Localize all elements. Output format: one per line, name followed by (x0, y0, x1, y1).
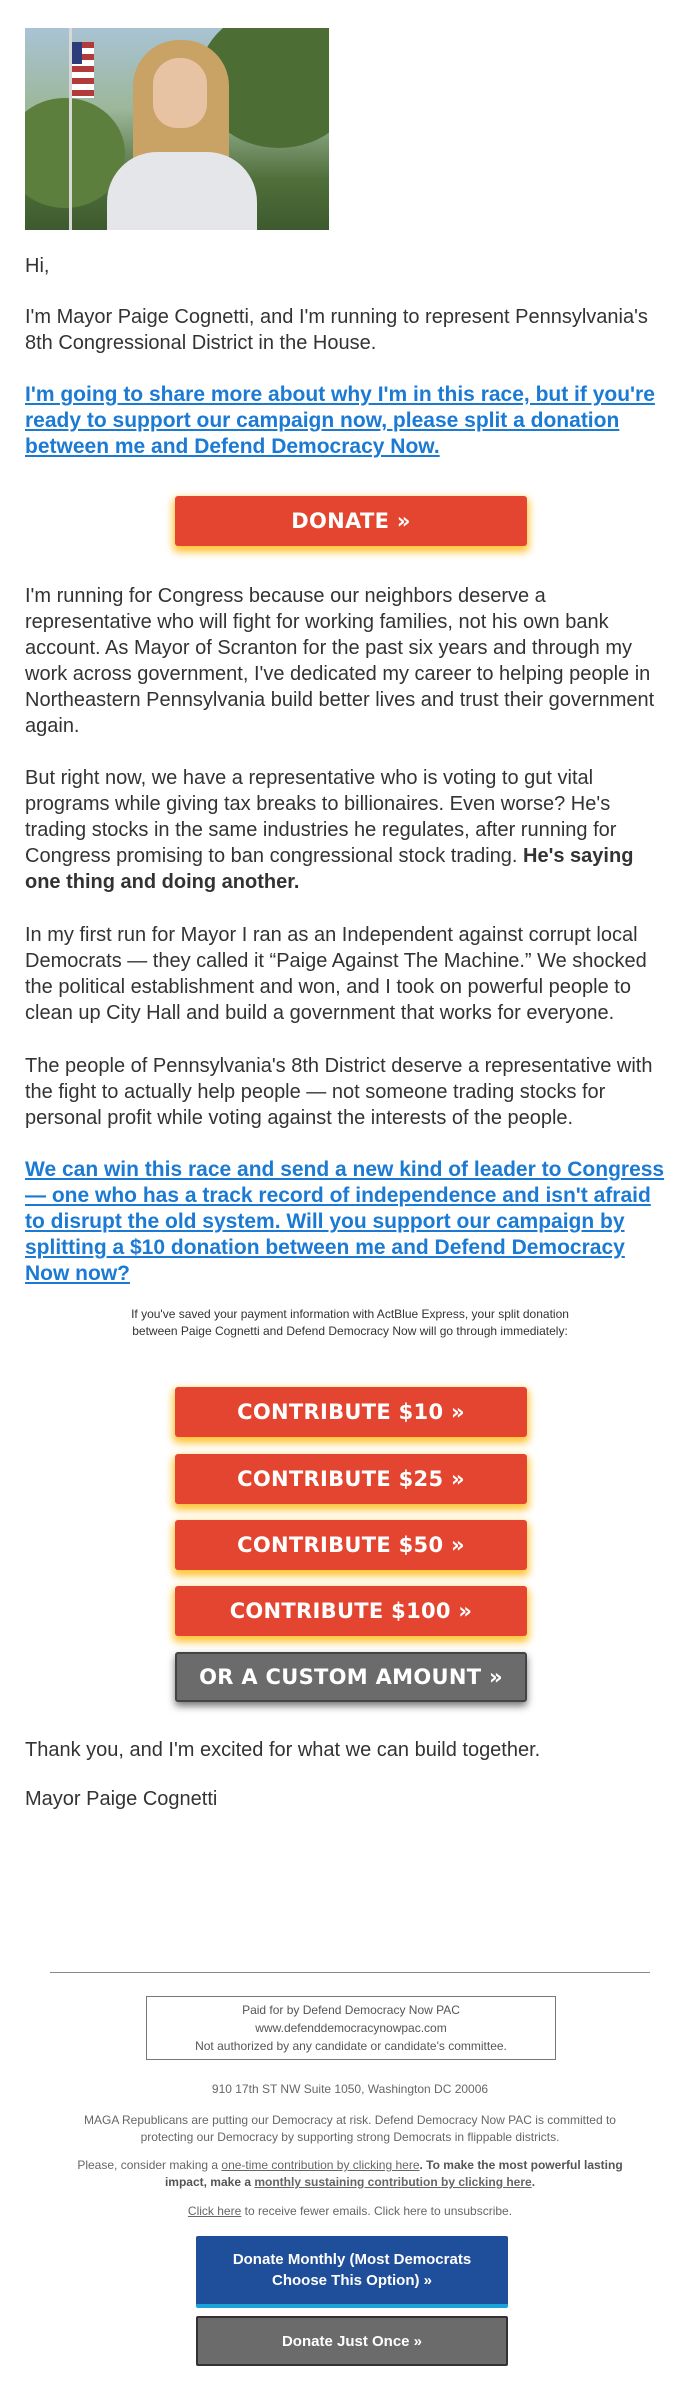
contribute-100-button[interactable]: CONTRIBUTE $100 » (175, 1586, 527, 1636)
candidate-photo (25, 28, 329, 230)
photo-face (153, 58, 207, 128)
contribute-10-button[interactable]: CONTRIBUTE $10 » (175, 1387, 527, 1437)
donate-once-button[interactable]: Donate Just Once » (196, 2316, 508, 2366)
paragraph-why-running: I'm running for Congress because our neighbors deserve a representative who will fight for working families, not his own bank account. As Mayor of Scranton for the past six years and through my work across government, I've dedicated my career to helping people in Northeastern Pennsylvania build better lives and trust their government again. (25, 585, 655, 737)
closing-line: Thank you, and I'm excited for what we can build together. (25, 1739, 541, 1761)
donate-button[interactable]: DONATE » (175, 496, 527, 546)
footer-divider (50, 1972, 650, 1973)
one-time-contribution-link[interactable]: one-time contribution by clicking here (221, 2158, 420, 2172)
paragraph-text: But right now, we have a representative who is voting to gut vital programs while giving tax breaks to billionaires. Even worse? He's trading stocks in the same industries he regulates, after running for Congress promising to ban congressional stock trading. (25, 767, 617, 867)
campaign-support-link[interactable]: We can win this race and send a new kind of leader to Congress — one who has a track record of independence and isn't afraid to disrupt the old system. Will you support our campaign by splitting a $10 donation between me and Defend Democracy Now now? (25, 1158, 665, 1285)
greeting: Hi, (25, 255, 50, 277)
paragraph-bold-text: He's saying one thing and doing another. (25, 845, 634, 893)
not-authorized-text: Not authorized by any candidate or candidate's committee. (195, 2039, 507, 2053)
footer-consider (60, 2157, 640, 2191)
fewer-emails-text: to receive fewer emails. Click here to unsubscribe. (241, 2204, 513, 2218)
paragraph-representative (25, 765, 665, 895)
split-donation-link[interactable]: I'm going to share more about why I'm in this race, but if you're ready to support our campaign now, please split a donation between me and Defend Democracy Now. (25, 383, 655, 458)
footer-mission: MAGA Republicans are putting our Democracy at risk. Defend Democracy Now PAC is committed to protecting our Democracy by supporting strong Democrats in flippable districts. (84, 2113, 616, 2144)
fewer-emails-link[interactable]: Click here (187, 2204, 242, 2218)
signature: Mayor Paige Cognetti (25, 1788, 218, 1810)
paid-for-text: Paid for by Defend Democracy Now PAC (242, 2003, 460, 2017)
paid-for-box (146, 1996, 556, 2060)
consider-end-text: . (531, 2175, 536, 2189)
footer-email-prefs (60, 2203, 640, 2220)
actblue-express-note: If you've saved your payment information with ActBlue Express, your split donation between Paige Cognetti and Defend Democracy Now will go through immediately: (131, 1307, 569, 1338)
footer-address: 910 17th ST NW Suite 1050, Washington DC 20006 (211, 2082, 489, 2096)
photo-flag (72, 42, 94, 98)
donate-monthly-button[interactable]: Donate Monthly (Most Democrats Choose This Option) » (196, 2236, 508, 2308)
consider-text: Please, consider making a (77, 2158, 222, 2172)
consider-bold-text: . To make the most powerful lasting impact, make a (164, 2158, 623, 2189)
paragraph-8th-district: The people of Pennsylvania's 8th District deserve a representative with the fight to actually help people — not someone trading stocks for personal profit while voting against the interests of the people. (25, 1055, 653, 1129)
website-text: www.defenddemocracynowpac.com (255, 2021, 447, 2035)
contribute-50-button[interactable]: CONTRIBUTE $50 » (175, 1520, 527, 1570)
monthly-contribution-link[interactable]: monthly sustaining contribution by clicking here (254, 2175, 532, 2189)
photo-shirt (107, 152, 257, 230)
custom-amount-button[interactable]: OR A CUSTOM AMOUNT » (175, 1652, 527, 1702)
paragraph-first-run: In my first run for Mayor I ran as an Independent against corrupt local Democrats — they called it “Paige Against The Machine.” We shocked the political establishment and won, and I took on powerful people to clean up City Hall and build a government that works for everyone. (25, 924, 647, 1024)
contribute-25-button[interactable]: CONTRIBUTE $25 » (175, 1454, 527, 1504)
intro-paragraph: I'm Mayor Paige Cognetti, and I'm running to represent Pennsylvania's 8th Congressional District in the House. (25, 306, 648, 354)
